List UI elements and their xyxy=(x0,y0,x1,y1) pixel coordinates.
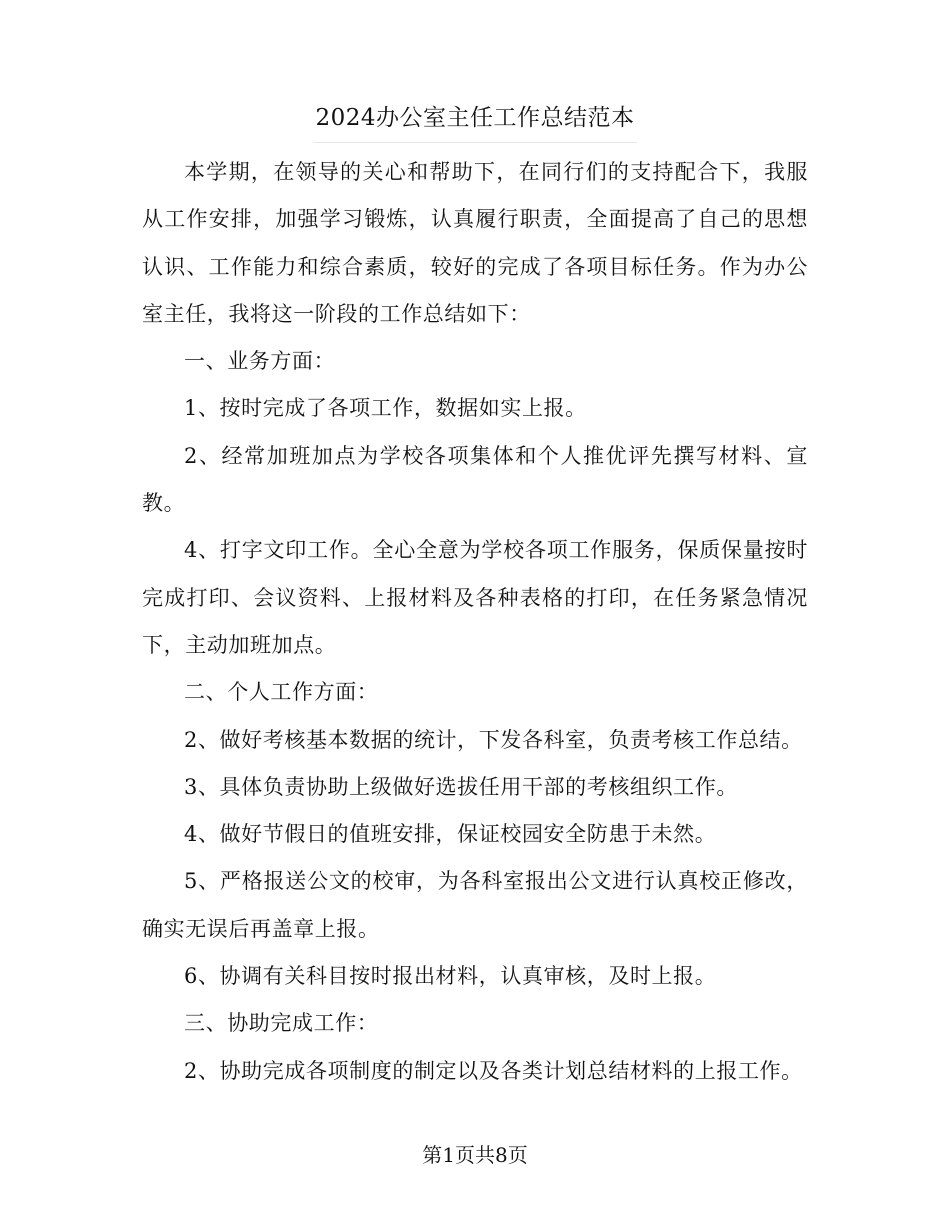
paragraph-item: 2、做好考核基本数据的统计，下发各科室，负责考核工作总结。 xyxy=(184,727,803,752)
paragraph-intro: 本学期，在领导的关心和帮助下，在同行们的支持配合下，我服从工作安排，加强学习锻炼，认真履行职责，全面提高了自己的思想认识、工作能力和综合素质，较好的完成了各项目标任务。作为办公室主任，我将这一阶段的工作总结如下： xyxy=(142,160,808,326)
document-title-container xyxy=(0,100,950,143)
section-heading-assist: 三、协助完成工作： xyxy=(184,1011,379,1036)
paragraph-item: 2、经常加班加点为学校各项集体和个人推优评先撰写材料、宣教。 xyxy=(142,443,808,516)
paragraph-item: 4、做好节假日的值班安排，保证校园安全防患于未然。 xyxy=(184,822,717,847)
paragraph-item: 3、具体负责协助上级做好选拔任用干部的考核组织工作。 xyxy=(184,774,738,799)
section-heading-personal: 二、个人工作方面： xyxy=(184,680,379,705)
paragraph-item: 6、协调有关科目按时报出材料，认真审核，及时上报。 xyxy=(184,964,717,989)
paragraph-item: 1、按时完成了各项工作，数据如实上报。 xyxy=(184,396,587,421)
page-footer: 第1页共8页 xyxy=(422,1143,528,1167)
document-body xyxy=(142,149,808,1095)
document-title: 2024办公室主任工作总结范本 xyxy=(313,100,636,143)
section-heading-business: 一、业务方面： xyxy=(184,349,336,374)
paragraph-item: 5、严格报送公文的校审，为各科室报出公文进行认真校正修改，确实无误后再盖章上报。 xyxy=(142,869,808,941)
paragraph-item: 2、协助完成各项制度的制定以及各类计划总结材料的上报工作。 xyxy=(184,1058,803,1083)
paragraph-item: 4、打字文印工作。全心全意为学校各项工作服务，保质保量按时完成打印、会议资料、上报材料及各种表格的打印，在任务紧急情况下，主动加班加点。 xyxy=(142,538,808,657)
